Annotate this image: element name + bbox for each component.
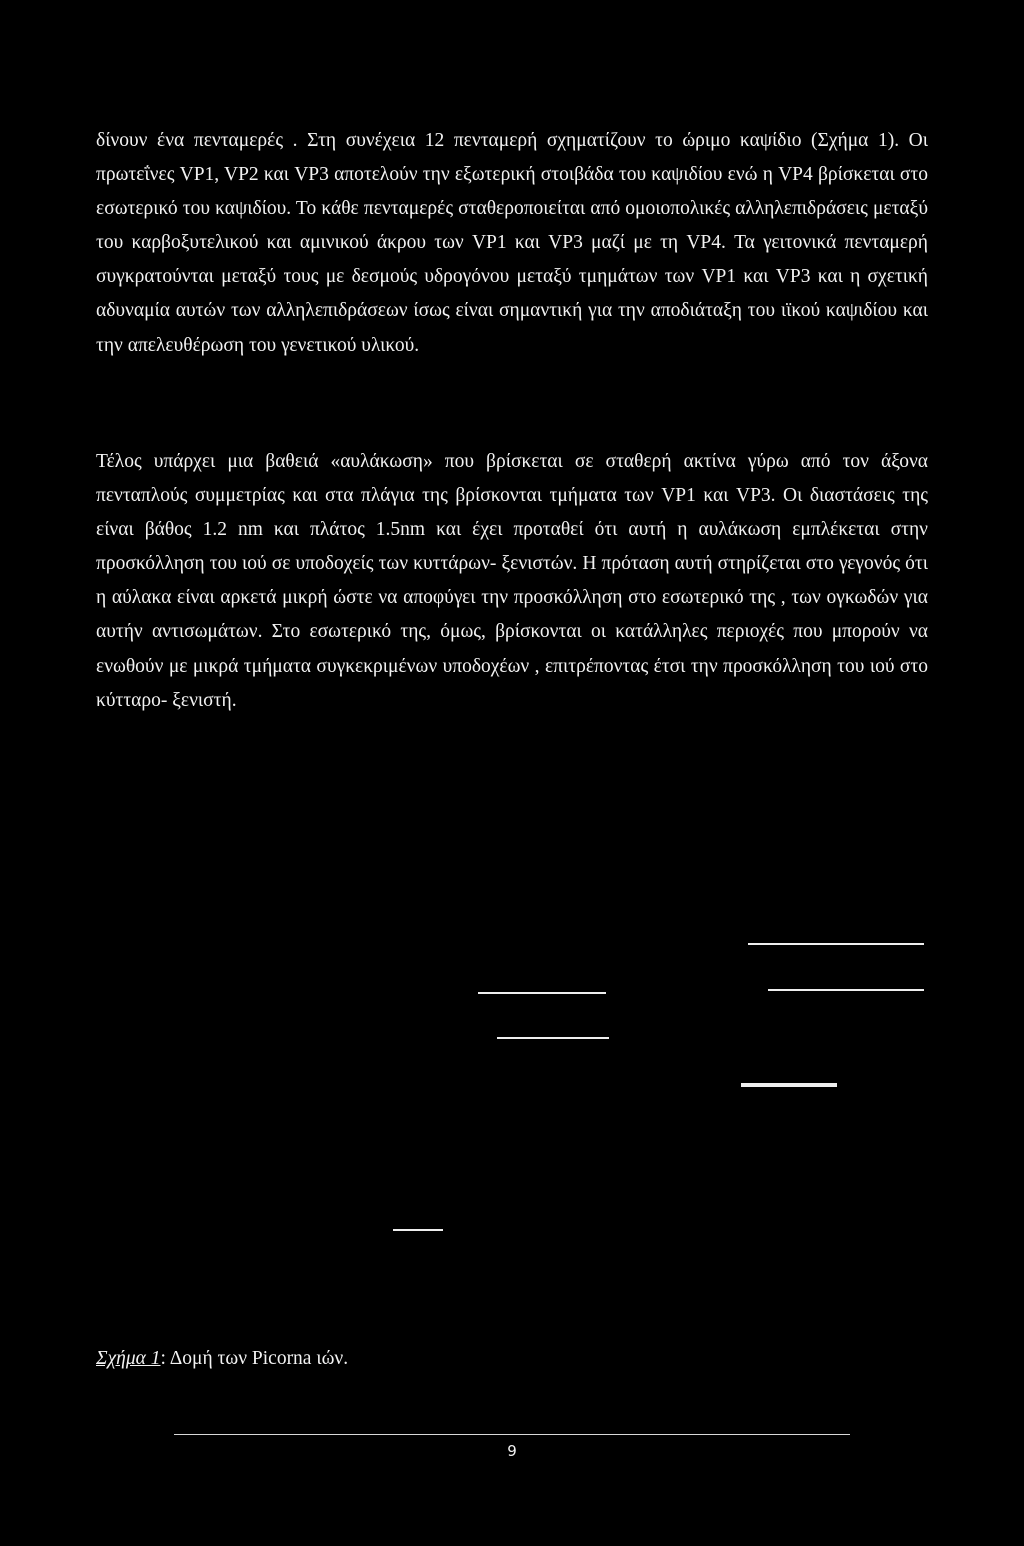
figure-stroke: [768, 989, 924, 991]
figure-caption-text: Δομή των Picorna ιών.: [165, 1348, 349, 1369]
footer-divider: [174, 1434, 850, 1435]
paragraph-pentamer-structure: δίνουν ένα πενταμερές . Στη συνέχεια 12 πενταμερή σχηματίζουν το ώριμο καψίδιο (Σχήμα 1). Οι πρωτεΐνες VP1, VP2 και VP3 αποτελούν την εξωτερική στοιβάδα του καψιδίου ενώ η VP4 βρίσκεται στο εσωτερικό του καψιδίου. Το κάθε πενταμερές σταθεροποιείται από ομοιοπολικές αλληλεπιδράσεις μεταξύ του καρβοξυτελικού και αμινικού άκρου των VP1 και VP3 μαζί με τη VP4. Τα γειτονικά πενταμερή συγκρατούνται μεταξύ τους με δεσμούς υδρογόνου μεταξύ τμημάτων των VP1 και VP3 και η σχετική αδυναμία αυτών των αλληλεπιδράσεων ίσως είναι σημαντική για την αποδιάταξη του ιϊκού καψιδίου και την απελευθέρωση του γενετικού υλικού.: [96, 130, 928, 356]
figure-stroke: [393, 1229, 443, 1231]
figure-caption: [96, 1346, 348, 1372]
figure-stroke: [748, 943, 924, 945]
figure-label: Σχήμα 1: [96, 1348, 161, 1369]
figure-stroke: [497, 1037, 609, 1039]
figure-separator: :: [160, 1348, 166, 1369]
figure-stroke: [741, 1083, 837, 1087]
figure-stroke: [478, 992, 606, 994]
paragraph-canyon: Τέλος υπάρχει μια βαθειά «αυλάκωση» που βρίσκεται σε σταθερή ακτίνα γύρω από τον άξονα πενταπλούς συμμετρίας και στα πλάγια της βρίσκονται τμήματα των VP1 και VP3. Οι διαστάσεις της είναι βάθος 1.2 nm και πλάτος 1.5nm και έχει προταθεί ότι αυτή η αυλάκωση εμπλέκεται στην προσκόλληση του ιού σε υποδοχείς των κυττάρων- ξενιστών. Η πρόταση αυτή στηρίζεται στο γεγονός ότι η αύλακα είναι αρκετά μικρή ώστε να αποφύγει την προσκόλληση στο εσωτερικό της , των ογκωδών για αυτήν αντισωμάτων. Στο εσωτερικό της, όμως, βρίσκονται οι κατάλληλες περιοχές που μπορούν να ενωθούν με μικρά τμήματα συγκεκριμένων υποδοχέων , επιτρέποντας έτσι την προσκόλληση του ιού στο κύτταρο- ξενιστή.: [96, 451, 928, 711]
page-number: 9: [507, 1442, 517, 1460]
